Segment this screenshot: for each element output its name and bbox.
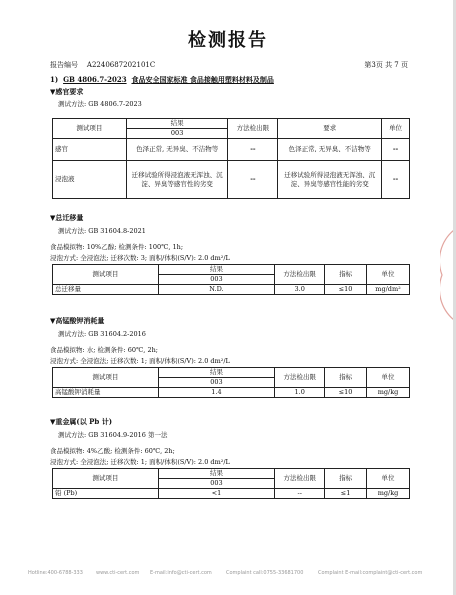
col-header: 要求 bbox=[278, 119, 382, 139]
seal-stamp bbox=[440, 230, 454, 322]
table-row: 总迁移量 N.D. 3.0 ≤10 mg/dm² bbox=[53, 285, 410, 295]
table-row: 高锰酸钾消耗量 1.4 1.0 ≤10 mg/kg bbox=[53, 388, 410, 398]
simulant-line: 食品模拟物: 4%乙酸; 检测条件: 60℃, 2h; bbox=[50, 447, 175, 455]
test-method: 测试方法: GB 31604.8-2021 bbox=[58, 227, 146, 235]
test-method: 测试方法: GB 31604.9-2016 第一法 bbox=[58, 431, 168, 439]
report-number: 报告编号 A2240687202101C bbox=[50, 61, 156, 69]
footer-complaint-email: Complaint E-mail:complaint@cti-cert.com bbox=[318, 570, 423, 576]
simulant-line: 食品模拟物: 10%乙醇; 检测条件: 100℃, 1h; bbox=[50, 243, 184, 251]
report-title: 检测报告 bbox=[188, 30, 268, 51]
col-header: 结果 bbox=[126, 119, 228, 129]
page-info: 第3页 共 7 页 bbox=[364, 61, 408, 69]
col-header: 方法检出限 bbox=[228, 119, 278, 139]
table-row: 感官 色泽正常, 无异臭、不洁物等 -- 色泽正常, 无异臭、不洁物等 -- bbox=[53, 139, 410, 161]
seal-stamp-icon bbox=[440, 230, 454, 320]
soak-line: 浸泡方式: 全浸泡法; 迁移次数: 1; 面积/体积(S/V): 2.0 dm²/L bbox=[50, 357, 230, 365]
permanganate-table: 测试项目 结果 方法检出限 指标 单位 003 高锰酸钾消耗量 1.4 1.0 ≤10 mg/kg bbox=[52, 367, 410, 398]
col-header: 单位 bbox=[382, 119, 410, 139]
table-row: 浸泡液 迁移试验所得浸泡液无浑浊、沉淀、异臭等感官性的劣变 -- 迁移试验所得浸泡液无浑浊、沉淀、异臭等感官性能的劣变 -- bbox=[53, 161, 410, 199]
sensory-table bbox=[52, 118, 410, 199]
footer-email: E-mail:info@cti-cert.com bbox=[150, 570, 212, 576]
table-row: 铅 (Pb) <1 -- ≤1 mg/kg bbox=[53, 489, 410, 499]
standard-heading: 1) GB 4806.7-2023 食品安全国家标准 食品接触用塑料材料及制品 bbox=[50, 75, 274, 84]
simulant-line: 食品模拟物: 水; 检测条件: 60℃, 2h; bbox=[50, 346, 158, 354]
test-method: 测试方法: GB 4806.7-2023 bbox=[58, 100, 142, 108]
heavy-metal-table: 测试项目 结果 方法检出限 指标 单位 003 铅 (Pb) <1 -- ≤1 mg/kg bbox=[52, 468, 410, 499]
section-title: ▼感官要求 bbox=[50, 87, 84, 96]
section-title: ▼高锰酸钾消耗量 bbox=[50, 316, 105, 325]
footer-complaint-call: Complaint call:0755-33681700 bbox=[226, 570, 304, 576]
sample-id: 003 bbox=[126, 129, 228, 139]
col-header: 测试项目 bbox=[53, 119, 127, 139]
soak-line: 浸泡方式: 全浸泡法; 迁移次数: 1; 面积/体积(S/V): 2.0 dm²/L bbox=[50, 458, 230, 466]
soak-line: 浸泡方式: 全浸泡法; 迁移次数: 3; 面积/体积(S/V): 2.0 dm²/L bbox=[50, 254, 230, 262]
section-title: ▼总迁移量 bbox=[50, 213, 84, 222]
footer-hotline: Hotline:400-6788-333 bbox=[28, 570, 83, 576]
section-title: ▼重金属(以 Pb 计) bbox=[50, 417, 113, 426]
footer-web: www.cti-cert.com bbox=[96, 570, 140, 576]
test-method: 测试方法: GB 31604.2-2016 bbox=[58, 330, 146, 338]
migration-table: 测试项目 结果 方法检出限 指标 单位 003 总迁移量 N.D. 3.0 ≤10 mg/dm² bbox=[52, 264, 410, 295]
